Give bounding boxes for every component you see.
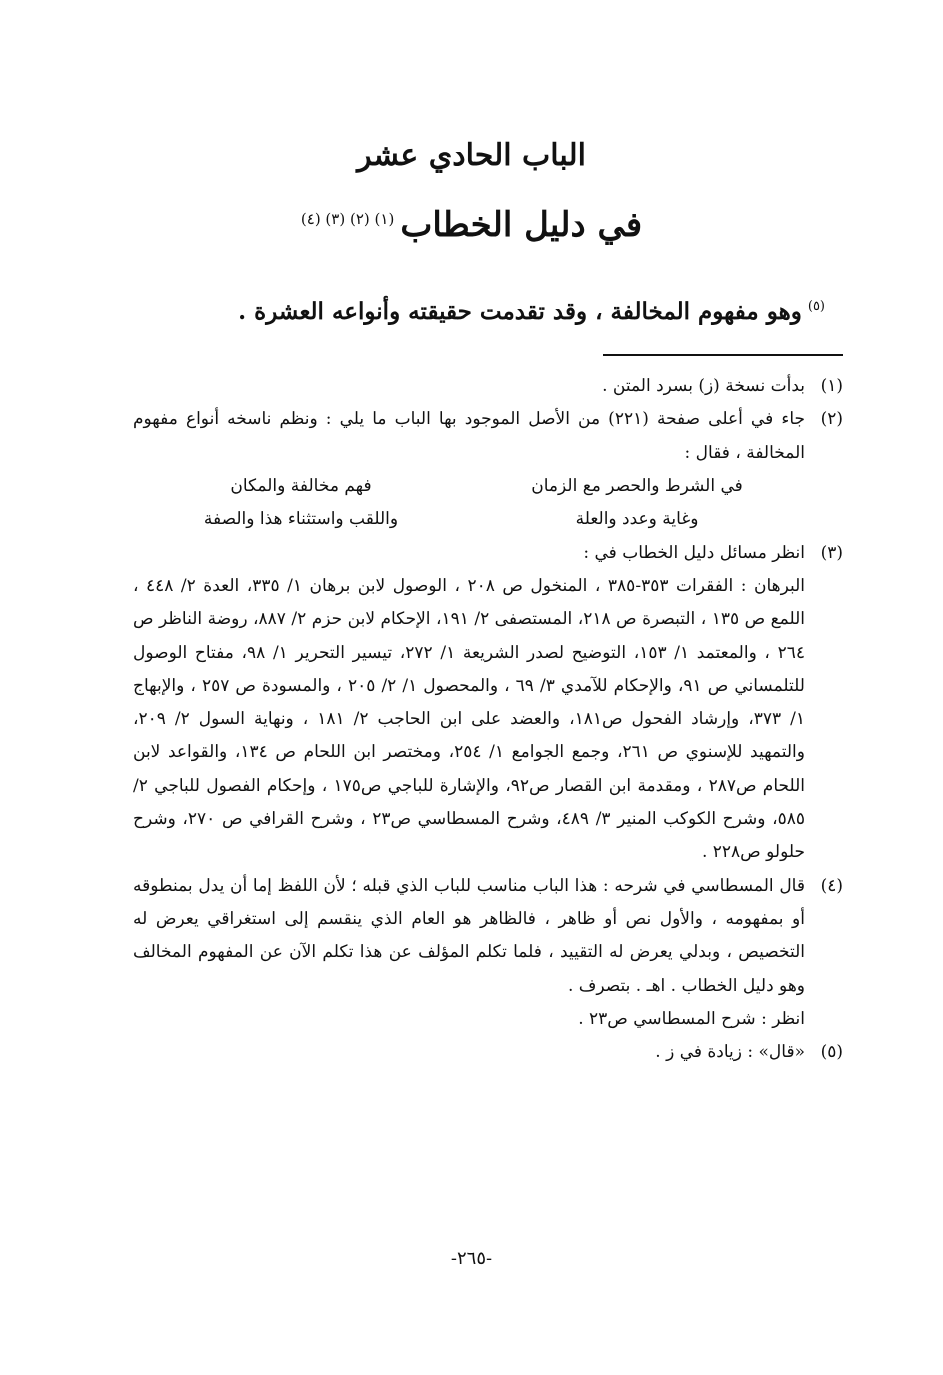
verse-block — [133, 470, 805, 537]
footnote-4 — [133, 870, 843, 1037]
footnote-see-also: انظر : شرح المسطاسي ص٢٣ . — [578, 1008, 805, 1029]
footnote-references: البرهان : الفقرات ٣٥٣-٣٨٥ ، المنخول ص ٢٠٨ ، الوصول لابن برهان ١/ ٣٣٥، العدة ٢/ ٤٤٨ ، اللمع ص ١٣٥ ، التبصرة ص ٢١٨، المستصفى ٢/ ١٩١، الإحكام لابن حزم ٢/ ٨٨٧، روضة الناظر ص ٢٦٤ ، والمعتمد ١/ ١٥٣، التوضيح لصدر الشريعة ١/ ٢٧٢، تيسير التحرير ١/ ٩٨، مفتاح الوصول للتلمساني ص ٩١، والإحكام للآمدي ٣/ ٦٩ ، والمحصول ١/ ٢/ ٢٠٥ ، والمسودة ص ٢٥٧ ، والإبهاج ١/ ٣٧٣، وإرشاد الفحول ص١٨١، والعضد على ابن الحاجب ٢/ ١٨١ ، ونهاية السول ٢/ ٢٠٩، والتمهيد للإسنوي ص ٢٦١، وجمع الجوامع ١/ ٢٥٤، ومختصر ابن اللحام ص ١٣٤، والقواعد لابن اللحام ص٢٨٧ ، ومقدمة ابن القصار ص٩٢، والإشارة للباجي ص١٧٥ ، وإحكام الفصول للباجي ٢/ ٥٨٥، وشرح الكوكب المنير ٣/ ٤٨٩، وشرح المسطاسي ص٢٣ ، وشرح القرافي ص ٢٧٠، وشرح حلولو ص٢٢٨ . — [133, 575, 806, 863]
intro-paragraph — [125, 298, 825, 325]
chapter-title — [0, 205, 943, 245]
intro-footnote-marker: (٥) — [807, 299, 825, 315]
intro-text: وهو مفهوم المخالفة ، وقد تقدمت حقيقته وأنواعه العشرة . — [238, 298, 802, 325]
chapter-title-text: في دليل الخطاب — [400, 205, 643, 245]
footnote-1 — [133, 370, 843, 403]
footnote-number: (٣) — [820, 542, 843, 563]
footnote-text: انظر مسائل دليل الخطاب في : — [583, 542, 805, 563]
verse-2-first-half: وغاية وعدد والعلة — [575, 509, 699, 530]
footnote-number: (٤) — [820, 875, 843, 896]
footnote-text: جاء في أعلى صفحة (٢٢١) من الأصل الموجود بها الباب ما يلي : ونظم ناسخه أنواع مفهوم المخالفة ، فقال : — [133, 409, 806, 463]
page-number: -٢٦٥- — [450, 1248, 493, 1269]
verse-1-first-half: في الشرط والحصر مع الزمان — [531, 475, 743, 496]
footnote-markers: (١) (٢) (٣) (٤) — [300, 209, 395, 228]
verse-2-second-half: واللقب واستثناء هذا والصفة — [203, 509, 399, 530]
footnote-number: (٢) — [820, 409, 843, 430]
footnote-3 — [133, 537, 843, 870]
footnote-text: «قال» : زيادة في ز . — [655, 1042, 805, 1063]
footnote-number: (١) — [820, 376, 843, 396]
verse-1-second-half: فهم مخالفة والمكان — [230, 475, 372, 496]
footnote-text: قال المسطاسي في شرحه : هذا الباب مناسب للباب الذي قبله ؛ لأن اللفظ إما أن يدل بمنطوقه أو بمفهومه ، والأول نص أو ظاهر ، فالظاهر هو العام الذي ينقسم إلى استغراقي يعرض له التخصيص ، وبدلي يعرض له التقييد ، فلما تكلم المؤلف عن هذا تكلم الآن عن المفهوم المخالف وهو دليل الخطاب . اهـ . بتصرف . — [133, 875, 805, 996]
footnote-separator — [603, 354, 843, 356]
footnote-text: بدأت نسخة (ز) بسرد المتن . — [602, 376, 805, 396]
chapter-heading: الباب الحادي عشر — [357, 138, 586, 173]
footnote-2 — [133, 403, 843, 536]
footnote-number: (٥) — [820, 1042, 843, 1063]
footnote-5 — [133, 1036, 843, 1069]
footnotes — [133, 370, 843, 1070]
